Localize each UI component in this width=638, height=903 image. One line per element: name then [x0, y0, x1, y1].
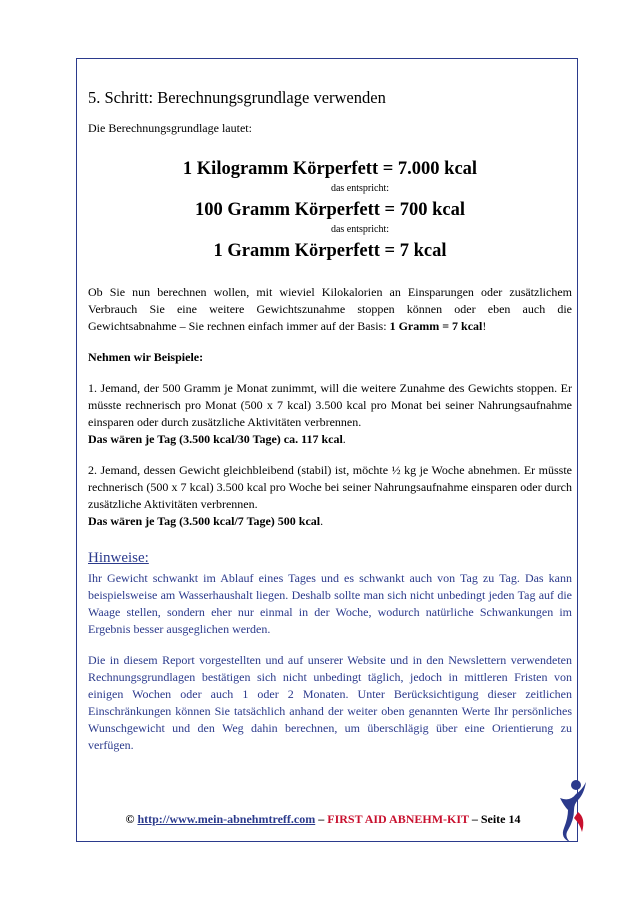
hints-title: Hinweise: [88, 550, 149, 566]
page-footer: © http://www.mein-abnehmtreff.com – FIRST AID ABNEHM-KIT – Seite 14 [125, 812, 521, 826]
between-text-2: das entspricht: [330, 224, 390, 235]
example-1-result: Das wären je Tag (3.500 kcal/30 Tage) ca. 117 kcal [88, 432, 343, 446]
example-1: 1. Jemand, der 500 Gramm je Monat zunimmt, will die weitere Zunahme des Gewichts stoppen. Er müsste rechnerisch pro Monat (500 x 7 kcal) 3.500 kcal pro Monat bei seiner Nahrungsaufnahme einsparen oder durch zusätzliche Aktivitäten verbrennen. Das wären je Tag (3.500 kcal/30 Tage) ca. 117 kcal. [88, 381, 572, 446]
intro-paragraph: Ob Sie nun berechnen wollen, mit wieviel Kilokalorien an Einsparungen oder zusätzlichem Verbrauch Sie eine weitere Gewichtszunahme stoppen können oder eben auch die Gewichtsabnahme – Sie rechnen einfach immer auf der Basis: 1 Gramm = 7 kcal! [88, 285, 572, 333]
hint-paragraph-2: Die in diesem Report vorgestellten und auf unserer Website und in den Newslettern verwendeten Rechnungsgrundlagen bestätigen sich nicht unbedingt täglich, jedoch in mittleren Fristen von einigen Wochen oder auch 1 oder 2 Monaten. Unter Berücksichtigung dieser zeitlichen Einschränkungen können Sie tatsächlich anhand der weiter oben genannten Werte Ihr persönliches Wunschgewicht und den Weg dahin berechnen, um überschlägig über eine Orientierung zu verfügen. [88, 653, 572, 752]
formula-100-gram: 100 Gramm Körperfett = 700 kcal [195, 200, 465, 220]
lead-text: Die Berechnungsgrundlage lautet: [88, 121, 252, 135]
hint-paragraph-1: Ihr Gewicht schwankt im Ablauf eines Tages und es schwankt auch von Tag zu Tag. Das kann beispielsweise am Wasserhaushalt liegen. Deshalb sollte man sich nicht unbedingt jeden Tag auf die Waage stellen, sondern eher nur einmal in der Woche, wodurch natürliche Schwankungen im Ergebnis besser ausgeglichen werden. [88, 571, 572, 636]
example-2: 2. Jemand, dessen Gewicht gleichbleibend (stabil) ist, möchte ½ kg je Woche abnehmen. Er müsste rechnerisch (500 x 7 kcal) 3.500 kcal pro Woche bei seiner Nahrungsaufnahme einsparen oder durch zusätzliche Aktivitäten verbrennen. Das wären je Tag (3.500 kcal/7 Tage) 500 kcal. [88, 463, 572, 528]
intro-bold: 1 Gramm = 7 kcal [389, 319, 483, 333]
examples-heading: Nehmen wir Beispiele: [88, 350, 204, 364]
example-2-result: Das wären je Tag (3.500 kcal/7 Tage) 500 kcal [88, 514, 321, 528]
formula-1-gram: 1 Gramm Körperfett = 7 kcal [213, 241, 447, 261]
formula-kilogram: 1 Kilogramm Körperfett = 7.000 kcal [182, 159, 478, 179]
between-text-1: das entspricht: [330, 183, 390, 194]
footer-kit-title: FIRST AID ABNEHM-KIT [327, 812, 469, 826]
page-content [88, 88, 572, 754]
step-title: 5. Schritt: Berechnungsgrundlage verwenden [88, 88, 386, 107]
footer-website-link[interactable]: http://www.mein-abnehmtreff.com [137, 812, 316, 826]
footer-page-number: Seite 14 [480, 812, 521, 826]
figure-logo-icon [556, 778, 590, 844]
